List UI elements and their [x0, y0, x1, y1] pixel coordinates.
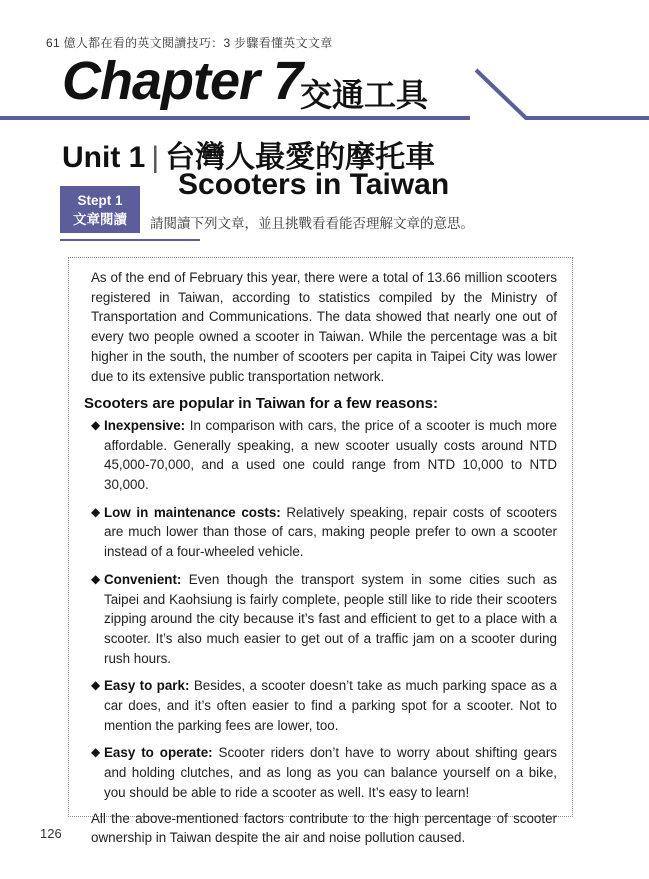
step-rule — [60, 239, 200, 241]
reason-item — [91, 570, 557, 669]
reason-item — [91, 416, 557, 495]
decorative-slash-line — [460, 66, 649, 126]
reason-label: Easy to operate: — [104, 745, 213, 761]
reason-text: Besides, a scooter doesn’t take as much parking space as a car does, and it’s often easier to find a parking spot for a scooter. Not to mention the parking fees are lower, too. — [104, 678, 557, 733]
article-intro: As of the end of February this year, there were a total of 13.66 million scooters registered in Taiwan, according to statistics compiled by the Ministry of Transportation and Communications. The data showed that nearly one out of every two people owned a scooter in Taiwan. While the percentage was a bit higher in the south, the number of scooters per capita in Taipei City was lower due to its extensive public transportation network. — [91, 270, 557, 384]
step-instruction: 請閱讀下列文章，並且挑戰看看能否理解文章的意思。 — [150, 216, 474, 231]
unit-title-en: Scooters in Taiwan — [178, 168, 450, 201]
diamond-bullet-icon: ◆ — [91, 571, 101, 586]
reason-text: Even though the transport system in some cities such as Taipei and Kaohsiung is fairly complete, people still like to ride their scooters zipping around the city because it’s fast and efficient to get to a place with a scooter. It’s also much easier to get out of a traffic jam on a scooter during rush hours. — [104, 571, 557, 666]
reason-text: Relatively speaking, repair costs of scooters are much lower than those of cars, making people prefer to own a scooter instead of a four-wheeled vehicle. — [104, 504, 557, 560]
diamond-bullet-icon: ◆ — [91, 678, 101, 693]
reason-item — [91, 503, 557, 562]
step-badge — [60, 186, 140, 233]
diamond-bullet-icon: ◆ — [91, 417, 101, 432]
reason-label: Low in maintenance costs: — [104, 504, 281, 520]
reasons-heading: Scooters are popular in Taiwan for a few reasons: — [84, 395, 438, 413]
chapter-topic: 交通工具 — [300, 77, 429, 113]
unit-label: Unit 1 — [62, 141, 146, 174]
chapter-label: Chapter 7 — [62, 51, 303, 111]
running-head: 61 億人都在看的英文閱讀技巧：3 步驟看懂英文文章 — [46, 36, 333, 50]
article-body — [84, 268, 557, 848]
step-label: Stept 1 — [77, 193, 123, 208]
page-number: 126 — [40, 826, 62, 841]
unit-separator: | — [151, 141, 160, 174]
reason-item — [91, 676, 557, 735]
reason-text: In comparison with cars, the price of a scooter is much more affordable. Generally speaking, a new scooter usually costs around NTD 45,000-70,000, and a used one could range from NTD 10,000 to NTD 30,000. — [104, 417, 557, 493]
reason-label: Convenient: — [104, 571, 182, 587]
unit-title-zh: 台灣人最愛的摩托車 — [165, 141, 436, 174]
diamond-bullet-icon: ◆ — [91, 504, 101, 519]
chapter-rule — [0, 116, 470, 120]
step-name: 文章閱讀 — [73, 212, 127, 227]
reason-text: Scooter riders don’t have to worry about shifting gears and holding clutches, and as long as you can balance yourself on a bike, you should be able to ride a scooter as well. It’s easy to learn! — [104, 745, 557, 800]
reason-label: Easy to park: — [104, 678, 190, 694]
article-conclusion: All the above-mentioned factors contribute to the high percentage of scooter ownership in Taiwan despite the air and noise pollution caused. — [91, 810, 557, 846]
diamond-bullet-icon: ◆ — [91, 745, 101, 760]
reason-label: Inexpensive: — [104, 417, 186, 433]
reason-item — [91, 743, 557, 802]
